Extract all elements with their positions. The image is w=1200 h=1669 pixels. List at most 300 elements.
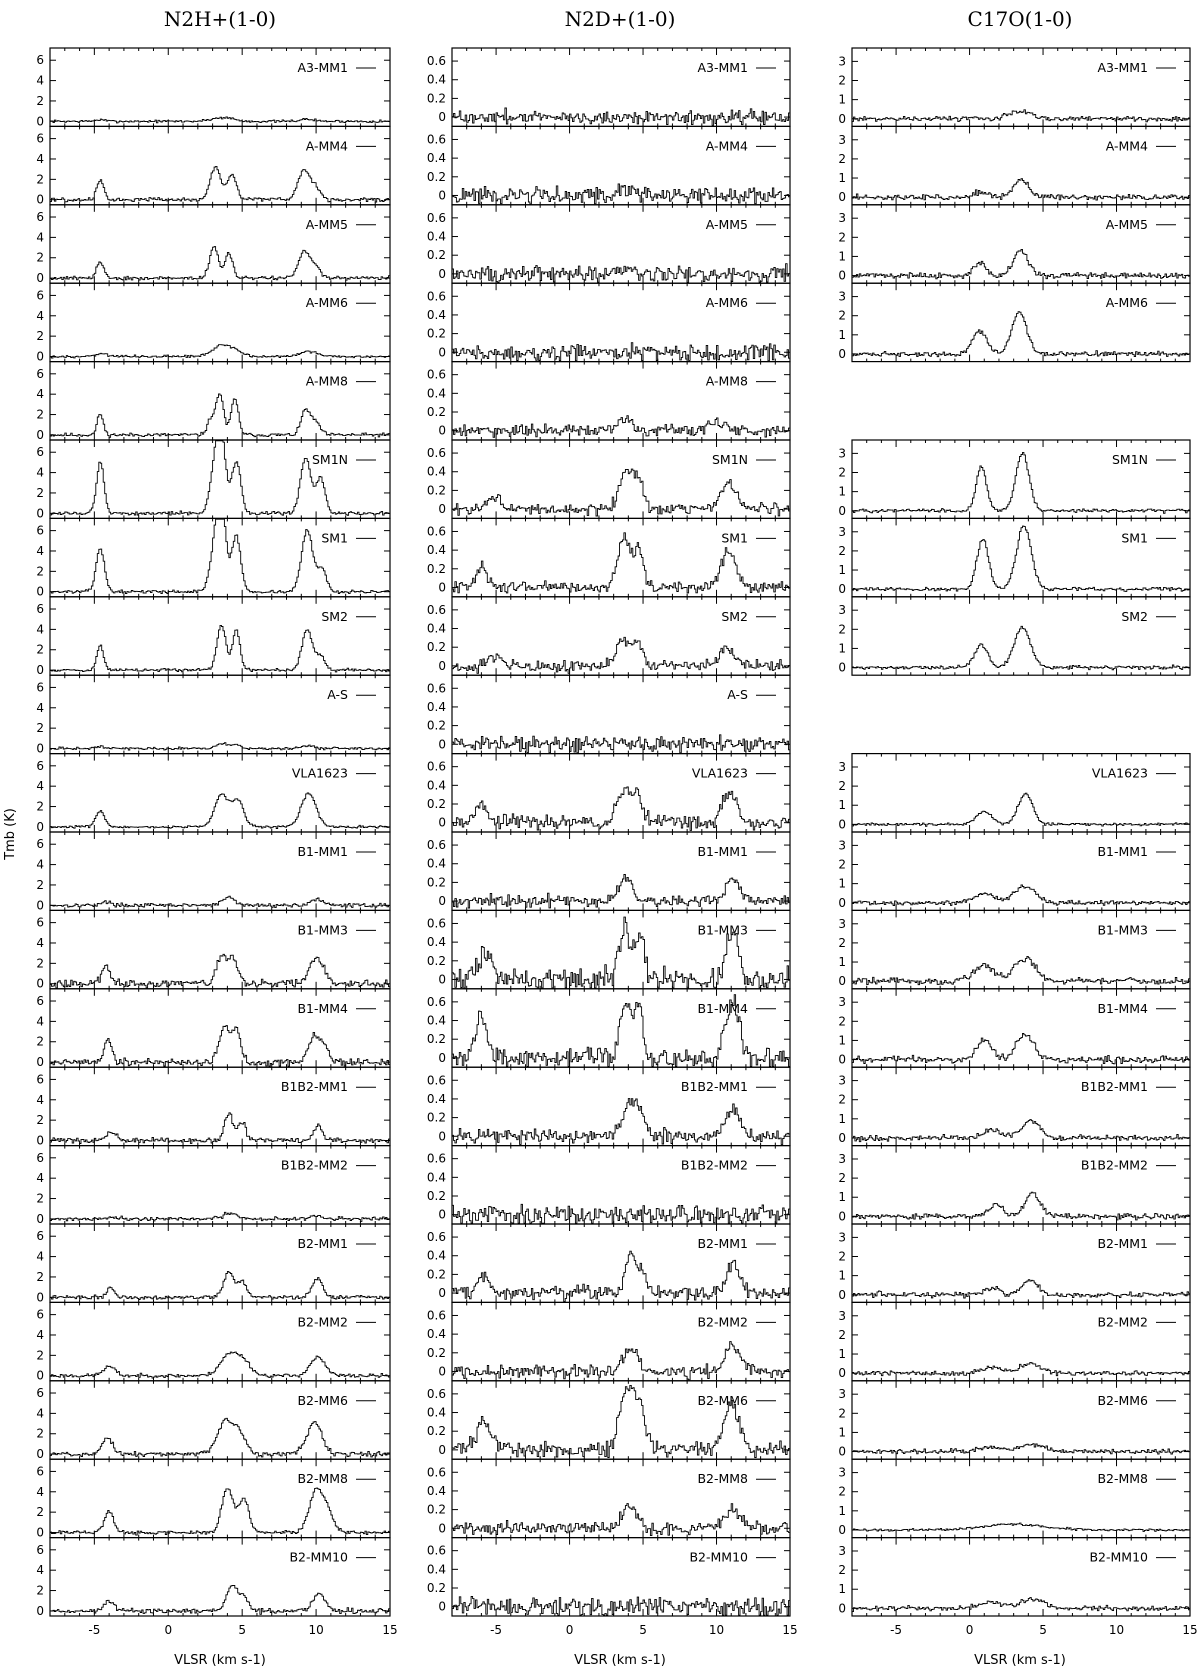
- source-label: B1-MM1: [1097, 844, 1148, 859]
- y-tick-label: 0: [438, 266, 446, 281]
- y-tick-label: 0: [838, 1130, 846, 1145]
- y-tick-label: 6: [36, 1150, 44, 1165]
- y-tick-label: 3: [838, 211, 846, 226]
- y-tick-label: 4: [36, 387, 44, 402]
- y-tick-label: 2: [838, 779, 846, 794]
- source-label: B1B2-MM1: [680, 1079, 748, 1095]
- x-tick-label: 10: [1108, 1623, 1125, 1637]
- x-tick-label: -5: [88, 1623, 101, 1637]
- y-tick-label: 6: [36, 53, 44, 68]
- y-tick-label: 0.2: [426, 1502, 446, 1517]
- y-tick-label: 0: [838, 268, 846, 283]
- column-title-n2hp: N2H+(1-0): [163, 7, 277, 31]
- y-tick-label: 0: [838, 660, 846, 675]
- y-tick-label: 2: [36, 93, 44, 108]
- y-tick-label: 4: [36, 1327, 44, 1342]
- source-label: B2-MM8: [697, 1471, 748, 1487]
- y-tick-label: 2: [36, 172, 44, 187]
- y-tick-label: 0: [838, 895, 846, 910]
- y-tick-label: 6: [36, 523, 44, 538]
- y-tick-label: 0: [838, 1522, 846, 1537]
- source-label: B1-MM4: [297, 1000, 348, 1016]
- y-tick-label: 6: [36, 758, 44, 773]
- y-tick-label: 0: [36, 427, 44, 442]
- x-axis-label-col1: VLSR (km s-1): [174, 1653, 266, 1668]
- y-tick-label: 4: [36, 1014, 44, 1029]
- y-tick-label: 0: [36, 1290, 44, 1305]
- source-label: B2-MM2: [297, 1314, 348, 1330]
- y-tick-label: 6: [36, 445, 44, 460]
- y-tick-label: 0.2: [426, 1581, 446, 1595]
- spectrum-line: [50, 1026, 390, 1067]
- y-tick-label: 3: [838, 524, 846, 539]
- x-axis-label-col2: VLSR (km s-1): [574, 1653, 666, 1668]
- source-label: B1B2-MM1: [280, 1079, 348, 1095]
- spectrum-line: [852, 1523, 1190, 1531]
- y-tick-label: 0: [36, 898, 44, 913]
- source-label: B2-MM6: [697, 1392, 748, 1408]
- y-tick-label: 0.6: [426, 1151, 446, 1166]
- source-label: B1B2-MM2: [680, 1157, 748, 1173]
- y-tick-label: 0: [838, 1366, 846, 1381]
- spectrum-line: [50, 954, 390, 988]
- source-label: B2-MM10: [289, 1549, 348, 1565]
- y-tick-label: 0: [838, 817, 846, 832]
- y-tick-label: 0.2: [426, 640, 446, 655]
- source-label: B2-MM10: [1089, 1549, 1148, 1565]
- y-tick-label: 0.2: [426, 91, 446, 106]
- y-tick-label: 1: [838, 1425, 846, 1440]
- y-tick-label: 0.2: [426, 718, 446, 733]
- source-label: B2-MM1: [297, 1236, 348, 1251]
- y-tick-label: 3: [838, 916, 846, 931]
- y-tick-label: 4: [36, 1484, 44, 1499]
- source-label: B1-MM4: [1097, 1000, 1148, 1016]
- y-tick-label: 3: [838, 289, 846, 304]
- source-label: A-MM5: [705, 216, 748, 232]
- y-tick-label: 6: [36, 288, 44, 303]
- y-tick-label: 4: [36, 1563, 44, 1578]
- y-tick-label: 4: [36, 857, 44, 872]
- spectrum-line: [852, 1444, 1190, 1454]
- source-label: SM2: [1121, 608, 1148, 624]
- y-tick-label: 0.4: [426, 1483, 446, 1498]
- y-tick-label: 0.6: [426, 524, 446, 539]
- y-tick-label: 1: [838, 1503, 846, 1518]
- y-tick-label: 6: [36, 1464, 44, 1479]
- spectrum-line: [452, 1504, 790, 1536]
- spectrum-line: [50, 345, 390, 358]
- y-tick-label: 0.2: [426, 1345, 446, 1360]
- y-tick-label: 0: [838, 111, 846, 126]
- spectrum-line: [50, 1113, 390, 1144]
- y-tick-label: 3: [838, 603, 846, 618]
- spectrum-line: [452, 637, 790, 673]
- y-tick-label: 3: [838, 132, 846, 147]
- y-tick-label: 0: [36, 192, 44, 207]
- y-tick-label: 3: [838, 1073, 846, 1088]
- spectrum-line: [852, 1034, 1190, 1064]
- source-label: SM2: [321, 608, 348, 624]
- y-tick-label: 6: [36, 1229, 44, 1244]
- y-tick-label: 0.4: [426, 151, 446, 166]
- y-tick-label: 3: [838, 759, 846, 774]
- y-tick-label: 0.4: [426, 699, 446, 714]
- y-tick-label: 4: [36, 151, 44, 166]
- spectrum-line: [852, 249, 1190, 278]
- spectrum-line: [852, 1598, 1190, 1612]
- y-tick-label: 0: [438, 1599, 446, 1614]
- y-tick-label: 0: [438, 423, 446, 438]
- y-tick-label: 0: [36, 741, 44, 756]
- y-tick-label: 2: [838, 151, 846, 166]
- source-label: A-MM8: [305, 373, 348, 389]
- source-label: A-MM6: [305, 295, 348, 311]
- y-tick-label: 2: [36, 407, 44, 422]
- spectrum-line: [852, 1120, 1190, 1142]
- source-label: B1-MM3: [297, 922, 348, 938]
- y-tick-label: 4: [36, 230, 44, 245]
- y-tick-label: 2: [838, 230, 846, 245]
- y-tick-label: 4: [36, 779, 44, 794]
- x-tick-label: 10: [308, 1623, 324, 1637]
- y-tick-label: 0: [438, 972, 446, 987]
- source-label: A-MM4: [305, 138, 348, 154]
- y-tick-label: 0: [838, 1052, 846, 1067]
- y-tick-label: 2: [838, 1327, 846, 1342]
- source-label: A-MM5: [1105, 216, 1148, 232]
- spectrum-line: [452, 343, 790, 361]
- spectrum-line: [452, 469, 790, 516]
- y-tick-label: 1: [838, 92, 846, 107]
- y-tick-label: 0: [438, 1364, 446, 1379]
- source-label: B2-MM2: [697, 1314, 748, 1330]
- source-label: SM1: [721, 530, 748, 546]
- y-tick-label: 2: [36, 1269, 44, 1284]
- spectrum-line: [50, 1352, 390, 1378]
- y-tick-label: 0.2: [426, 326, 446, 341]
- y-tick-label: 0.6: [426, 289, 446, 304]
- y-tick-label: 1: [838, 563, 846, 578]
- y-tick-label: 0.6: [426, 132, 446, 147]
- source-label: A3-MM1: [697, 60, 748, 75]
- spectrum-line: [452, 108, 790, 125]
- x-tick-label: 5: [639, 1623, 647, 1637]
- y-tick-label: 0.2: [426, 797, 446, 811]
- source-label: B1-MM4: [697, 1000, 748, 1016]
- y-tick-label: 0: [36, 271, 44, 286]
- y-tick-label: 1: [838, 798, 846, 813]
- source-label: A-MM5: [305, 216, 348, 232]
- spectrum-line: [452, 1204, 790, 1223]
- y-tick-label: 4: [36, 1249, 44, 1264]
- source-label: A-MM4: [1105, 138, 1148, 154]
- spectrum-line: [852, 1280, 1190, 1298]
- source-label: SM1: [321, 530, 348, 546]
- y-tick-label: 4: [36, 1092, 44, 1107]
- y-axis-label: Tmb (K): [3, 808, 18, 860]
- y-tick-label: 0: [438, 580, 446, 595]
- x-tick-label: -5: [490, 1623, 503, 1637]
- source-label: VLA1623: [691, 765, 748, 781]
- y-tick-label: 3: [838, 1308, 846, 1323]
- y-tick-label: 0: [36, 1211, 44, 1226]
- y-tick-label: 0: [36, 663, 44, 678]
- source-label: B2-MM6: [297, 1392, 348, 1408]
- y-tick-label: 2: [36, 564, 44, 579]
- y-tick-label: 0: [838, 1444, 846, 1459]
- y-tick-label: 0: [438, 345, 446, 360]
- y-tick-label: 6: [36, 680, 44, 695]
- spectrum-line: [50, 793, 390, 829]
- y-tick-label: 6: [36, 1307, 44, 1322]
- y-tick-label: 2: [36, 1113, 44, 1128]
- y-tick-label: 0.4: [426, 464, 446, 479]
- y-tick-label: 0.2: [426, 405, 446, 419]
- y-tick-label: 0.4: [426, 543, 446, 558]
- y-tick-label: 2: [838, 465, 846, 480]
- y-tick-label: 6: [36, 366, 44, 381]
- y-tick-label: 4: [36, 73, 44, 88]
- source-label: B2-MM8: [1097, 1471, 1148, 1487]
- x-tick-label: 5: [238, 1623, 246, 1637]
- y-tick-label: 0.2: [426, 875, 446, 890]
- y-tick-label: 0.6: [426, 1073, 446, 1088]
- column-title-n2dp: N2D+(1-0): [564, 7, 676, 31]
- spectrum-line: [852, 885, 1190, 906]
- y-tick-label: 0.4: [426, 307, 446, 322]
- y-tick-label: 0: [438, 894, 446, 909]
- y-tick-label: 0.6: [426, 1308, 446, 1323]
- y-tick-label: 3: [838, 1543, 846, 1558]
- y-tick-label: 2: [36, 1426, 44, 1441]
- spectrum-line: [50, 896, 390, 907]
- spectrum-line: [50, 1488, 390, 1535]
- y-tick-label: 0.2: [426, 953, 446, 968]
- y-tick-label: 6: [36, 994, 44, 1009]
- y-tick-label: 0: [438, 1442, 446, 1457]
- y-tick-label: 0.2: [426, 1189, 446, 1203]
- y-tick-label: 0.6: [426, 1230, 446, 1245]
- y-tick-label: 2: [36, 877, 44, 892]
- y-tick-label: 0.6: [426, 1543, 446, 1558]
- y-tick-label: 1: [838, 955, 846, 970]
- source-label: B2-MM2: [1097, 1314, 1148, 1330]
- y-tick-label: 3: [838, 995, 846, 1010]
- source-label: B1-MM3: [697, 922, 748, 938]
- y-tick-label: 2: [36, 799, 44, 814]
- y-tick-label: 2: [838, 308, 846, 323]
- y-tick-label: 0: [438, 1129, 446, 1144]
- y-tick-label: 0: [438, 1286, 446, 1301]
- y-tick-label: 6: [36, 602, 44, 617]
- y-tick-label: 2: [838, 857, 846, 872]
- y-tick-label: 0.4: [426, 229, 446, 244]
- source-label: A-MM6: [1105, 295, 1148, 311]
- y-tick-label: 0.6: [426, 1465, 446, 1480]
- y-tick-label: 4: [36, 465, 44, 480]
- spectrum-line: [452, 787, 790, 831]
- y-tick-label: 0: [438, 658, 446, 673]
- y-tick-label: 0: [438, 1207, 446, 1222]
- y-tick-label: 0: [36, 506, 44, 521]
- y-tick-label: 0.2: [426, 248, 446, 263]
- y-tick-label: 3: [838, 1387, 846, 1402]
- y-tick-label: 2: [36, 956, 44, 971]
- y-tick-label: 0.6: [426, 602, 446, 617]
- y-tick-label: 2: [36, 1505, 44, 1520]
- y-tick-label: 1: [838, 876, 846, 891]
- spectrum-line: [452, 416, 790, 438]
- source-label: B1B2-MM2: [280, 1157, 348, 1173]
- y-tick-label: 0: [36, 1603, 44, 1618]
- y-tick-label: 0: [838, 974, 846, 989]
- source-label: B2-MM1: [697, 1236, 748, 1251]
- spectrum-line: [852, 110, 1190, 122]
- source-label: A-S: [327, 687, 348, 703]
- y-tick-label: 0.4: [426, 856, 446, 871]
- spectrum-line: [852, 1192, 1190, 1220]
- y-tick-label: 0: [438, 188, 446, 203]
- y-tick-label: 0.4: [426, 1327, 446, 1342]
- y-tick-label: 2: [36, 1348, 44, 1363]
- y-tick-label: 0.2: [426, 1424, 446, 1439]
- source-label: B1-MM1: [697, 844, 748, 859]
- y-tick-label: 6: [36, 1386, 44, 1401]
- source-label: SM1N: [1111, 452, 1148, 467]
- source-label: B1B2-MM2: [1080, 1157, 1148, 1173]
- source-label: SM1: [1121, 530, 1148, 546]
- y-tick-label: 2: [838, 1092, 846, 1107]
- y-tick-label: 1: [838, 1111, 846, 1126]
- y-tick-label: 6: [36, 837, 44, 852]
- y-tick-label: 4: [36, 622, 44, 637]
- x-tick-label: -5: [890, 1623, 903, 1637]
- spectrum-line: [452, 1251, 790, 1301]
- spectrum-line: [852, 793, 1190, 826]
- y-tick-label: 0.4: [426, 935, 446, 950]
- spectrum-line: [852, 1362, 1190, 1375]
- spectrum-line: [452, 264, 790, 283]
- y-tick-label: 0.4: [426, 1013, 446, 1028]
- y-tick-label: 0: [36, 114, 44, 129]
- x-tick-label: 15: [1182, 1623, 1198, 1637]
- spectrum-line: [50, 1586, 390, 1615]
- source-label: B2-MM1: [1097, 1236, 1148, 1251]
- y-tick-label: 0: [838, 582, 846, 597]
- y-tick-label: 2: [36, 1034, 44, 1049]
- spectrum-line: [852, 179, 1190, 200]
- source-label: B2-MM6: [1097, 1392, 1148, 1408]
- y-tick-label: 0.4: [426, 386, 446, 401]
- y-tick-label: 6: [36, 1542, 44, 1557]
- y-tick-label: 2: [838, 1171, 846, 1186]
- y-tick-label: 0: [438, 737, 446, 752]
- spectrum-line: [452, 1342, 790, 1380]
- y-tick-label: 0: [438, 110, 446, 125]
- y-tick-label: 0.4: [426, 1562, 446, 1577]
- spectrum-line: [852, 626, 1190, 670]
- y-tick-label: 0.4: [426, 778, 446, 793]
- y-tick-label: 0.4: [426, 1248, 446, 1263]
- y-tick-label: 0: [838, 1209, 846, 1224]
- y-tick-label: 0: [36, 1133, 44, 1148]
- y-tick-label: 3: [838, 1465, 846, 1480]
- source-label: B1-MM3: [1097, 922, 1148, 938]
- y-tick-label: 0.2: [426, 1267, 446, 1282]
- y-tick-label: 4: [36, 700, 44, 715]
- spectrum-line: [50, 1418, 390, 1457]
- spectrum-line: [452, 184, 790, 204]
- x-tick-label: 15: [782, 1623, 798, 1637]
- source-label: A-MM8: [705, 373, 748, 389]
- y-tick-label: 2: [838, 73, 846, 88]
- y-tick-label: 0: [36, 1525, 44, 1540]
- source-label: B1B2-MM1: [1080, 1079, 1148, 1095]
- y-tick-label: 0.6: [426, 916, 446, 931]
- y-tick-label: 1: [838, 1190, 846, 1205]
- y-tick-label: 0.2: [426, 169, 446, 184]
- y-tick-label: 0.4: [426, 1170, 446, 1185]
- x-axis-label-col3: VLSR (km s-1): [974, 1653, 1066, 1668]
- y-tick-label: 4: [36, 935, 44, 950]
- y-tick-label: 6: [36, 210, 44, 225]
- y-tick-label: 1: [838, 1347, 846, 1362]
- y-tick-label: 2: [36, 250, 44, 265]
- y-tick-label: 1: [838, 1033, 846, 1048]
- y-tick-label: 2: [838, 543, 846, 558]
- y-tick-label: 6: [36, 1072, 44, 1087]
- x-tick-label: 10: [708, 1623, 725, 1637]
- y-tick-label: 6: [36, 131, 44, 146]
- source-label: SM2: [721, 608, 748, 624]
- spectrum-line: [852, 312, 1190, 357]
- spectrum-line: [50, 1212, 390, 1221]
- y-tick-label: 2: [36, 329, 44, 344]
- y-tick-label: 1: [838, 1268, 846, 1283]
- y-tick-label: 0.6: [426, 446, 446, 461]
- y-tick-label: 2: [36, 485, 44, 500]
- y-tick-label: 1: [838, 484, 846, 499]
- spectrum-line: [852, 956, 1190, 984]
- spectrum-line: [50, 1271, 390, 1299]
- y-tick-label: 2: [36, 1583, 44, 1598]
- panels-group: [36, 48, 1197, 1637]
- y-tick-label: 0.2: [426, 483, 446, 498]
- y-tick-label: 1: [838, 249, 846, 264]
- spectrum-line: [50, 166, 390, 202]
- spectrum-line: [452, 1099, 790, 1145]
- y-tick-label: 0.2: [426, 561, 446, 576]
- source-label: A-S: [727, 687, 748, 703]
- y-tick-label: 2: [36, 1191, 44, 1206]
- y-tick-label: 3: [838, 1151, 846, 1166]
- y-tick-label: 0.6: [426, 759, 446, 774]
- y-tick-label: 0.6: [426, 210, 446, 225]
- y-tick-label: 0: [36, 349, 44, 364]
- spectrum-line: [50, 625, 390, 672]
- spectrum-line: [452, 875, 790, 909]
- y-tick-label: 2: [36, 642, 44, 657]
- x-tick-label: 0: [565, 1623, 574, 1637]
- source-label: SM1N: [311, 452, 348, 467]
- source-label: SM1N: [711, 452, 748, 467]
- y-tick-label: 0.6: [426, 367, 446, 382]
- y-tick-label: 0: [36, 584, 44, 599]
- y-tick-label: 6: [36, 915, 44, 930]
- y-tick-label: 0.6: [426, 994, 446, 1009]
- y-tick-label: 4: [36, 1406, 44, 1421]
